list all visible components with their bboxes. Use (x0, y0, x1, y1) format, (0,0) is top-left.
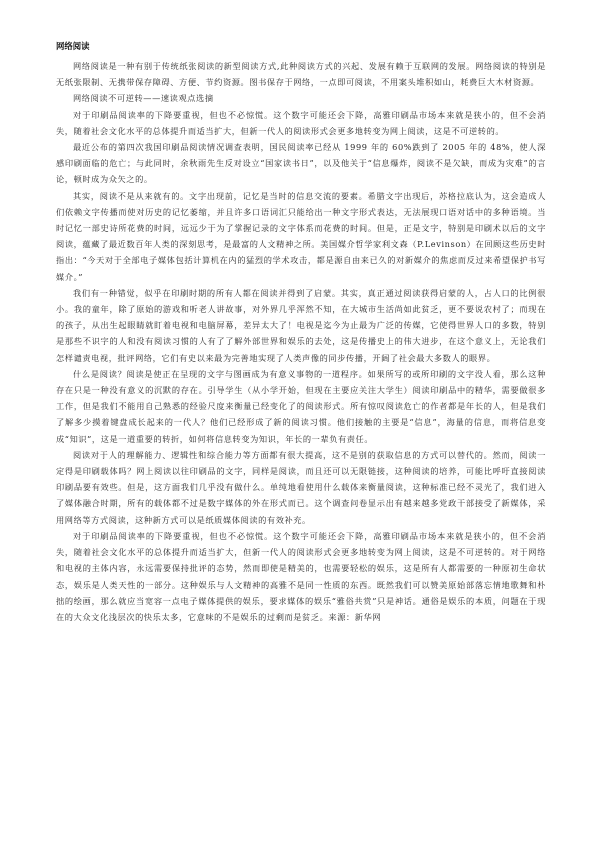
paragraph-closing: 对于印刷品阅读率的下降要重视，但也不必惊慌。这个数字可能还会下降，高雅印刷品市场本来就是狭小的，但不会消失，随着社会文化水平的总体提升而适当扩大，但新一代人的阅读形式会更多地转变为网上阅读，这是不可逆转的。对于网络和电视的主体内容，永远需要保持批评的态势，然而即使是精美的，也需要轻松的娱乐，这是所有人都需要的一种原初生命状态，娱乐是人类天性的一部分。这种娱乐与人文精神的高雅不是同一性质的东西。既然我们可以赞美原始部落忘情地歌舞和朴拙的绘画，那么就应当宽容一点电子媒体提供的娱乐，要求媒体的娱乐“雅俗共赏”只是神话。通俗是娱乐的本质，问题在于现在的大众文化浅层次的快乐太多，它意味的不是娱乐的过剩而是贫乏。来源：新华网 (56, 530, 546, 622)
paragraph: 我们有一种错觉，似乎在印刷时期的所有人都在阅读并得到了启蒙。其实，真正通过阅读获得启蒙的人，占人口的比例很小。我的童年，除了原始的游戏和听老人讲故事，对外界几乎浑然不知，在大城市生活尚如此贫乏，更不要说农村了；而现在的孩子，从出生起眼睛就盯着电视和电脑屏幕，差异太大了！电视是迄今为止最为广泛的传媒，它使得世界人口的多数，特别是那些不识字的人和没有阅读习惯的人有了了解外部世界和娱乐的去处，这是传播史上的伟大进步，在这个意义上，无论我们怎样谴责电视，批评网络，它们有史以来最为完善地实现了人类声像的同步传播，开阔了社会最大多数人的眼界。 (56, 287, 546, 363)
paragraph: 最近公布的第四次我国印刷品阅读情况调查表明，国民阅读率已经从 1999 年的 60%跌到了 2005 年的 48%，使人深感印刷面临的危亡；与此同时，余秋雨先生反对设立“国家读书日”，以及他关于“信息爆炸，阅读不是欠缺，而成为灾难”的言论，顿时成为众矢之的。 (56, 142, 546, 185)
paragraph: 对于印刷品阅读率的下降要重视，但也不必惊慌。这个数字可能还会下降，高雅印刷品市场本来就是狭小的，但不会消失，随着社会文化水平的总体提升而适当扩大，但新一代人的阅读形式会更多地转变为网上阅读，这是不可逆转的。 (56, 109, 546, 136)
paragraph: 什么是阅读？阅读是使正在呈现的文字与图画成为有意义事物的一道程序。如果所写的或所印刷的文字没人看，那么这种存在只是一种没有意义的沉默的存在。引导学生（从小学开始，但现在主要应关注大学生）阅读印刷品中的精华，需要做很多工作，但是我们不能用自己熟悉的经验尺度来衡量已经变化了的阅读形式。所有惊叹阅读危亡的作者都是年长的人，但是我们了解多少摸着键盘成长起来的一代人？他们已经形成了新的阅读习惯。他们接触的主要是“信息”，海量的信息，而将信息变成“知识”，这是一道重要的转折，如何将信息转变为知识，年长的一辈负有责任。 (56, 368, 546, 444)
paragraph: 阅读对于人的理解能力、逻辑性和综合能力等方面都有很大提高，这不是别的获取信息的方式可以替代的。然而，阅读一定得是印刷载体吗？网上阅读以往印刷品的文字，同样是阅读，而且还可以无限链接，这种阅读的培养，可能比呼吁直接阅读印刷品要有效些。但是，这方面我们几乎没有做什么。单纯地看使用什么载体来衡量阅读，这种标准已经不灵光了，我们进入了媒体融合时期，所有的载体都不过是数字媒体的外在形式而已。这个调查问卷显示出有越来越多党政干部接受了新媒体，采用网络等方式阅读，这种新方式可以是纸质媒体阅读的有效补充。 (56, 449, 546, 525)
section-heading: 网络阅读不可逆转——速读观点选摘 (73, 93, 214, 104)
paragraph-intro: 网络阅读是一种有别于传统纸张阅读的新型阅读方式,此种阅读方式的兴起、发展有赖于互联网的发展。网络阅读的特别是无纸张限制、无携带保存障碍、方便、节约资源。图书保存于网络，一点即可阅读，不用案头堆积如山，耗费巨大木材资源。 (56, 61, 546, 88)
article-title: 网络阅读 (56, 41, 90, 51)
paragraph: 其实，阅读不是从来就有的。文字出现前，记忆是当时的信息交流的要素。希腊文字出现后，苏格拉底认为，这会造成人们依赖文字传播而使对历史的记忆萎缩，并且许多口语词汇只能给出一种文字形式表达，无法展现口语对话中的多种语境。当时记忆一部史诗所花费的时间，远远少于为了掌握记录的文字体系而花费的时间。但是，正是文字，特别是印刷术以后的文字阅读，蕴藏了最近数百年人类的深刻思考，是最富的人文精神之所。美国媒介哲学家利文森（P.Levinson）在回顾这些历史时指出：“今天对于全部电子媒体包括计算机在内的猛烈的学术攻击，都是源自由来已久的对新媒介的焦虑而反过来希望保护书写媒介。” (56, 190, 546, 282)
